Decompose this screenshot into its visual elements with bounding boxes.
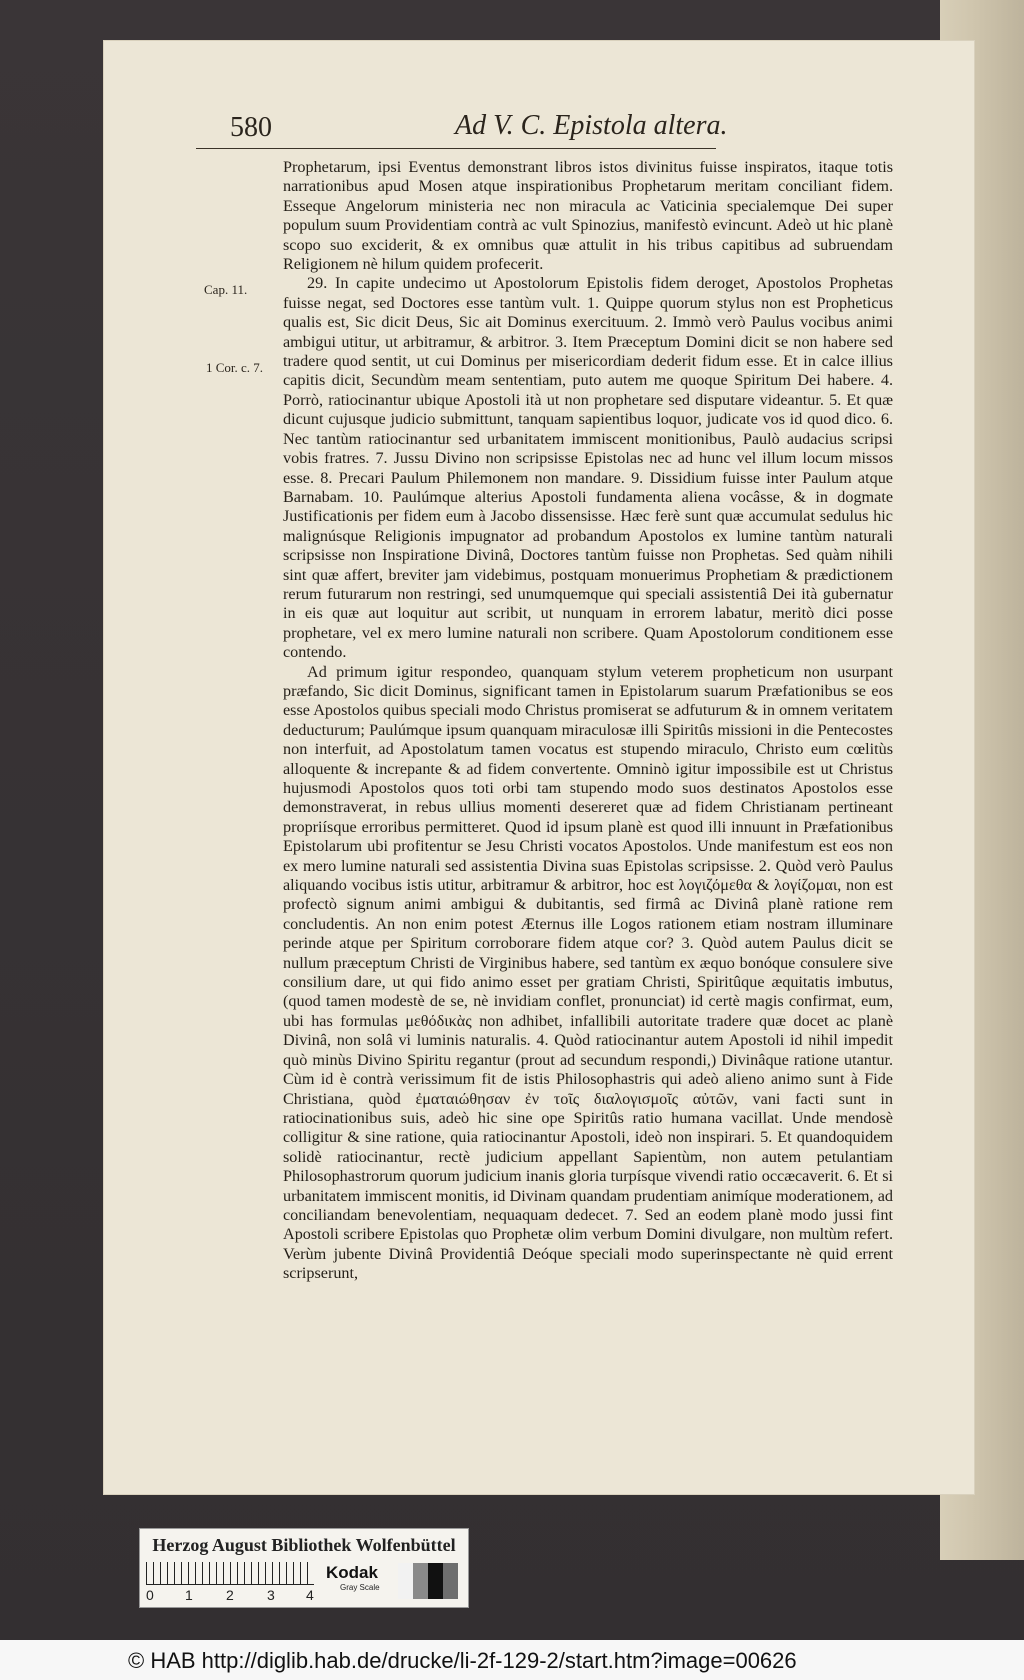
gray-scale-swatches — [398, 1563, 458, 1599]
gray-swatch — [413, 1563, 428, 1599]
ruler-number: 4 — [306, 1587, 314, 1603]
color-calibration-card — [139, 1528, 469, 1608]
margin-note-chapter: Cap. 11. — [204, 282, 248, 297]
paragraph: Prophetarum, ipsi Eventus demonstrant libros istos divinitus fuisse inspiratos, itaque totis narrationibus apud Mosen atque inspirationibus Prophetarum meritam conciliant fidem. Esseque Angelorum ministeria nec non miracula ac Vaticinia specialemque Dei super populum suum Providentiam contrà ac vult Spinozius, manifestò evincunt. Adeò ut hic planè scopo suo exciderit, & ex omnibus quæ attulit in his tribus capitibus ad subruendam Religionem nè hilum quidem profecerit. — [283, 158, 893, 274]
gray-scale-label: Gray Scale — [340, 1583, 380, 1592]
gray-swatch — [443, 1563, 458, 1599]
copyright-link[interactable]: © HAB http://diglib.hab.de/drucke/li-2f-129-2/start.htm?image=00626 — [128, 1648, 797, 1673]
paragraph: 29. In capite undecimo ut Apostolorum Epistolis fidem deroget, Apostolos Prophetas fuisse negat, sed Doctores esse tantùm vult. 1. Quippe quorum stylus non est Propheticus qualis est, Sic dicit Deus, Sic ait Dominus exercituum. 2. Immò verò Paulus vocibus animi ambigui utitur, ut arbitramur, & arbitror. 3. Item Præceptum Domini dicit se non habere sed tradere quod sentit, ut cui Dominus per misericordiam dederit fidum esse. Et in calce illius capitis dicit, Secundùm meam sententiam, puto autem me quoque Spiritum Dei habere. 4. Porrò, ratiocinantur ubique Apostoli ità ut non prophetare sed disputare videantur. 5. Et quæ dicunt cujusque judicio submittunt, tanquam sapientibus loquor, judicate vos id quod dico. 6. Nec tantùm ratiocinantur sed urbanitatem immiscent monitionibus, Paulò audacius scripsi vobis fratres. 7. Jussu Divino non scripsisse Epistolas nec ad hunc vel illum locum missos esse. 8. Precari Paulum Philemonem non mandare. 9. Dissidium fuisse inter Paulum atque Barnabam. 10. Paulúmque alterius Apostoli fundamenta aliena vocâsse, & in dogmate Justificationis per fidem eum à Jacobo dissensisse. Hæc ferè sunt quæ accumulat sedulus hic malignúsque Religionis impugnator ad probandum Apostolos ex lumine tantùm naturali scripsisse non Inspiratione Divinâ, Doctores tantùm fuisse non Prophetas. Sed quàm nihili sint quæ affert, breviter jam videbimus, postquam monuerimus Prophetiam & prædictionem rerum futurarum non restringi, sed unumquemque qui speciali assistentiâ Dei ità gubernatur in eis quæ aut loquitur aut scribit, ut nunquam in errorem labatur, meritò dici posse prophetare, vel ex mero lumine naturali non scribere. Quam Apostolorum conditionem esse contendo. — [283, 274, 893, 662]
ruler-number: 1 — [185, 1587, 193, 1603]
ruler-number: 3 — [267, 1587, 275, 1603]
library-name: Herzog August Bibliothek Wolfenbüttel — [152, 1535, 456, 1555]
kodak-logo: Kodak — [326, 1563, 378, 1582]
page-number: 580 — [230, 112, 272, 143]
paragraph: Ad primum igitur respondeo, quanquam stylum veterem propheticum non usurpant præfando, Sic dicit Dominus, significant tamen in Epistolarum suarum Præfationibus se eos esse Apostolos quibus speciali modo Christus promiserat se adfuturum & in omnem veritatem deducturum; Paulúmque ipsum quanquam miraculosæ illi Spiritûs missioni in die Pentecostes non interfuit, ad Apostolatum tamen vocatus est stupendo miraculo, Christo eum cœlitùs alloquente & increpante & ad fidem convertente. Omninò igitur impossibile est ut Christus hujusmodi Apostolos quos toti orbi tam stupendo modo suos destinatos Apostolos esse demonstraverat, in rebus ullius momenti desereret quæ ad fidem Christianam pertineant propriísque erroribus permitteret. Quod id ipsum planè est quod illi innuunt in Præfationibus Epistolarum ubi profitentur se Jesu Christi vocatos Apostolos. Unde manifestum est eos non ex mero lumine naturali sed assistentia Divina suas Epistolas scripsisse. 2. Quòd verò Paulus aliquando vocibus istis utitur, arbitramur & arbitror, hoc est λογιζόμεθα & λογίζομαι, non est profectò signum animi ambigui & dubitantis, sed firmâ ac Divinâ planè ratione rem concludentis. An non enim potest Æternus ille Logos rationem etiam nostram illuminare perinde atque per Spiritum corroborare fidem atque cor? 3. Quòd autem Paulus dicit se nullum præceptum Christi de Virginibus habere, sed tantùm ex æquo bonóque consulere sive consilium dare, ut qui fido animo esset per gratiam Christi, Spiritûque æquitatis imbutus, (quod tamen modestè de se, nè invidiam conflet, pronunciat) id certè magis confirmat, eum, ubi has formulas μεθόδικὰς non adhibet, infallibili autoritate tradere quæ docet ac planè Divinâ, non solâ vi luminis naturalis. 4. Quòd ratiocinantur autem Apostoli id nihil impedit quò minùs Divino Spiritu regantur (prout ad secundum respondi,) Divinâque ratione utantur. Cùm id è contrà verissimum fit de istis Philosophastris qui adeò alieno animo sunt à Fide Christiana, quòd ἐματαιώθησαν ἐν τοῖς διαλογισμοῖς αὐτῶν, vani facti sunt in ratiocinationibus suis, adeò hic sine ope Spiritûs ratio humana vacillat. Unde mendosè colligitur & sine ratione, quia ratiocinantur Apostoli, ideò non inspirari. 5. Et quandoquidem solidè ratiocinantur, rectè judicium appellant Sapientùm, non autem petulantiam Philosophastrorum quorum judicium inanis gloria turpísque vivendi ratio occæcaverit. 6. Et si urbanitatem immiscent monitis, id Divinam quandam prudentiam animíque moderationem, ad conciliandam benevolentiam, nequaquam dedecet. 7. Sed an eodem planè modo jussi fint Apostoli scribere Epistolas quo Prophetæ olim verbum Domini divulgare, non multùm refert. Verùm jubente Divinâ Providentiâ Deóque speciali modo superinspectante nè quid errent scripserunt, — [283, 662, 893, 1283]
running-head: Ad V. C. Epistola altera. — [455, 110, 728, 141]
header-rule — [196, 148, 716, 149]
body-text — [283, 158, 893, 1284]
margin-note-reference: 1 Cor. c. 7. — [206, 360, 264, 375]
measuring-ruler — [146, 1562, 314, 1585]
ruler-number: 2 — [226, 1587, 234, 1603]
ruler-number: 0 — [146, 1587, 154, 1603]
gray-swatch — [398, 1563, 413, 1599]
gray-swatch — [428, 1563, 443, 1599]
